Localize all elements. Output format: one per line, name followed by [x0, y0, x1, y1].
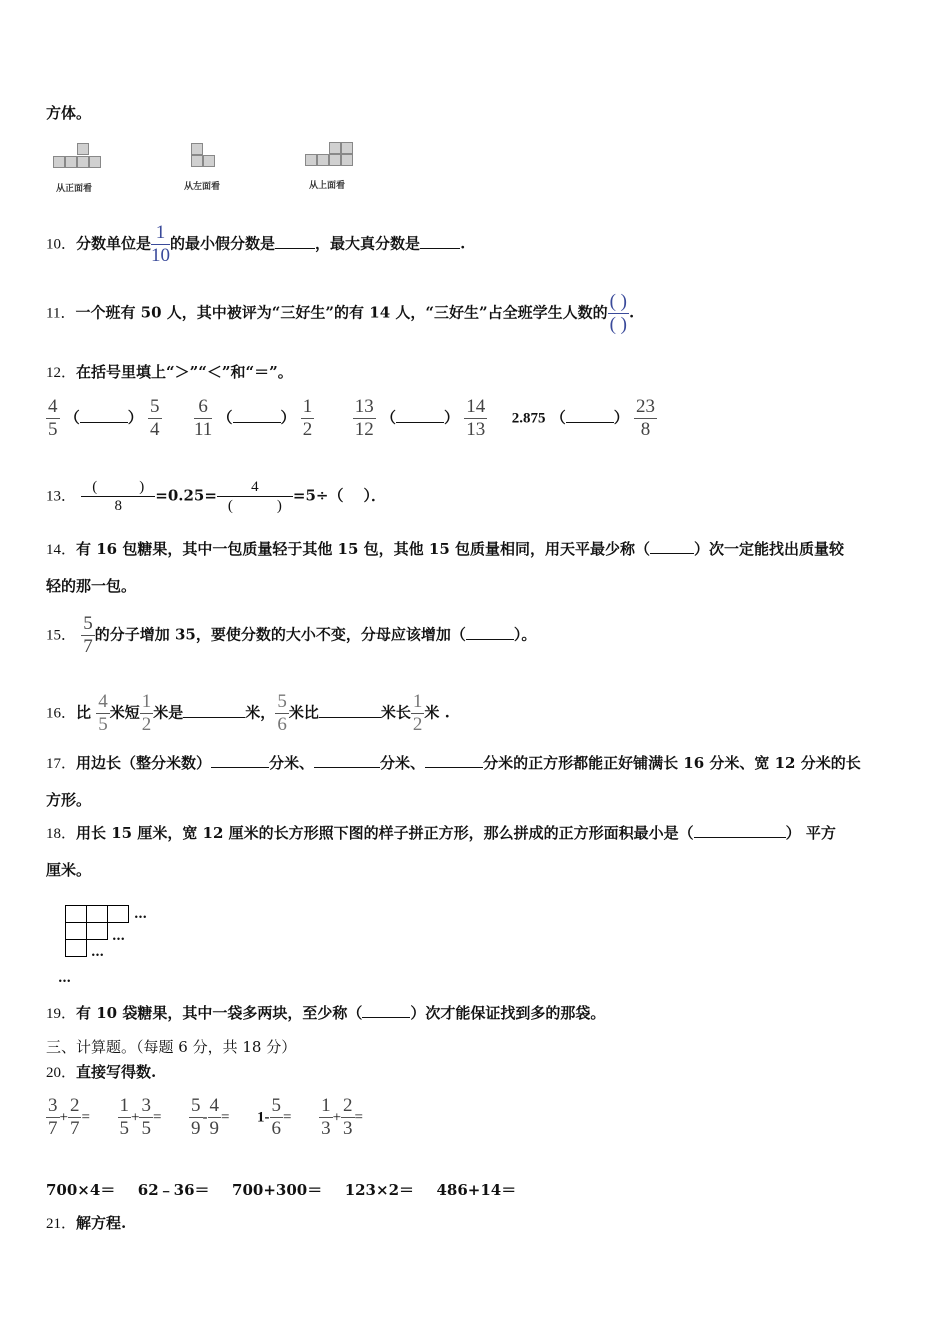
q9-tail: 方体。 [46, 104, 92, 122]
q11-text: 一个班有 50 人，其中被评为“三好生”的有 14 人，“三好生”占全班学生人数的 [75, 303, 608, 322]
question-21: 21．解方程. [46, 1214, 127, 1232]
q20-e5-b: $\frac{2}{3}$ [343, 1095, 353, 1139]
q20-calc-3: 700+300＝ [232, 1181, 323, 1199]
question-12 [46, 362, 293, 383]
q15-text: 的分子增加 35，要使分数的大小不变，分母应该增加（ [94, 625, 466, 644]
q20-e1-a: $\frac{3}{7}$ [48, 1095, 58, 1139]
q20-number: 20． [46, 1065, 77, 1081]
question-17-line2: 方形。 [46, 791, 92, 809]
question-18-line2: 厘米。 [46, 861, 92, 879]
question-11 [46, 291, 634, 336]
front-view-figure [50, 140, 110, 194]
q20-e4-b: $\frac{5}{6}$ [271, 1095, 282, 1139]
q13-number: 13． [46, 488, 77, 505]
q20-e3-a: $\frac{5}{9}$ [191, 1095, 201, 1139]
q13-fraction-2[interactable]: 4 ( ) [217, 478, 293, 515]
q18-number: 18． [46, 826, 77, 842]
q15-end: ）。 [513, 625, 537, 644]
question-17-line1: 17．用边长（整分米数） 分米、 分米、 分米的正方形都能正好铺满长 16 分米、宽 12 分米的长 [46, 754, 861, 772]
q15-fraction: $\frac{5}{7}$ [83, 613, 93, 657]
q20-integer-row [46, 1180, 516, 1200]
dots-2: … [112, 929, 125, 944]
question-14-line1 [46, 539, 844, 560]
q13-eq1: =0.25= [155, 486, 217, 505]
question-16: 16．比 $\frac{4}{5}$ 米短 $\frac{1}{2}$ 米是 米， $\frac{5}{6}$ 米比 米长 $\frac{1}{2}$ 米 . [46, 691, 450, 735]
q16-frac-2: $\frac{1}{2}$ [141, 691, 152, 735]
q18-blank[interactable] [694, 837, 786, 838]
dots-3: … [91, 945, 104, 960]
q14-text-end: ）次一定能找出质量较 [693, 540, 844, 558]
q10-blank-1[interactable] [275, 248, 315, 249]
question-10 [46, 222, 465, 267]
q10-text-a: 分数单位是 [76, 234, 152, 253]
q14-number: 14． [46, 542, 77, 558]
q12-blank-1[interactable] [80, 422, 128, 423]
rectangle-tiling-figure [60, 905, 160, 990]
front-view-label: 从正面看 [56, 184, 93, 194]
q11-end: . [629, 303, 635, 322]
q20-fraction-row: $\frac{3}{7}$ + $\frac{2}{7}$ = $\frac{1}{5}$ + $\frac{3}{5}$ = $\frac{5}{9}$ - $\frac{4}{9}$ = 1- $\frac{5}{6}$ = $\frac{1}{3}$ + $\frac{2}{3}$ = [48, 1095, 363, 1139]
question-13 [46, 478, 386, 515]
q16-frac-1: $\frac{4}{5}$ [98, 691, 108, 735]
question-20: 20．直接写得数. [46, 1063, 157, 1081]
q16-number: 16． [46, 705, 77, 722]
q13-end: ）． [363, 486, 387, 505]
q17-blank-1[interactable] [211, 767, 269, 768]
q20-e3-b: $\frac{4}{9}$ [209, 1095, 219, 1139]
q12-text: 在括号里填上“＞”“＜”和“＝”。 [76, 363, 293, 381]
q10-text-c: ，最大真分数是 [315, 234, 421, 253]
q20-e2-b: $\frac{3}{5}$ [141, 1095, 151, 1139]
q16-frac-3: $\frac{5}{6}$ [277, 691, 287, 735]
q12-p4-b: $\frac{23}{8}$ [635, 396, 655, 440]
q17-number: 17． [46, 756, 77, 772]
q20-calc-1: 700×4＝ [46, 1181, 116, 1199]
q20-e5-a: $\frac{1}{3}$ [321, 1095, 331, 1139]
question-15 [46, 613, 536, 658]
q12-number: 12． [46, 365, 77, 381]
top-view-label: 从上面看 [309, 181, 346, 191]
q17-blank-2[interactable] [314, 767, 380, 768]
q11-blank-fraction[interactable]: ( ) ( ) [609, 291, 628, 335]
question-18-line1: 18．用长 15 厘米，宽 12 厘米的长方形照下图的样子拼正方形，那么拼成的正方形面积最小是（ ） 平方 [46, 824, 836, 842]
q20-e2-a: $\frac{1}{5}$ [119, 1095, 129, 1139]
q10-text-b: 的最小假分数是 [170, 234, 276, 253]
q12-comparisons: $\frac{4}{5}$ （ ） $\frac{5}{4}$ $\frac{6}{11}$ （ ） $\frac{1}{2}$ $\frac{13}{12}$ （ ） $\frac{14}{13}$ 2.875 （ ） $\frac{23}{8}$ [48, 396, 655, 440]
q12-p2-a: $\frac{6}{11}$ [193, 396, 213, 440]
dots-4: … [58, 971, 71, 986]
q20-e1-b: $\frac{2}{7}$ [69, 1095, 80, 1139]
q16-blank-1[interactable] [183, 717, 245, 718]
q10-number: 10． [46, 236, 77, 253]
q15-number: 15． [46, 627, 77, 644]
q12-blank-2[interactable] [233, 422, 281, 423]
question-14-line2: 轻的那一包。 [46, 577, 137, 595]
q17-blank-3[interactable] [425, 767, 483, 768]
q10-text-d: . [460, 234, 466, 253]
q16-frac-4: $\frac{1}{2}$ [412, 691, 423, 735]
q12-p1-b: $\frac{5}{4}$ [150, 396, 160, 440]
q10-blank-2[interactable] [420, 248, 460, 249]
top-view-figure [303, 140, 363, 190]
q12-p4-a: 2.875 [511, 410, 546, 427]
q20-calc-2: 62﹣36＝ [137, 1181, 210, 1199]
q13-eq2: =5÷（ [292, 486, 344, 505]
q12-blank-4[interactable] [566, 422, 614, 423]
q10-fraction: $\frac{1}{10}$ [151, 222, 171, 266]
q11-number: 11． [46, 305, 76, 322]
q13-fraction-1[interactable]: ( ) 8 [81, 478, 155, 515]
q12-p1-a: $\frac{4}{5}$ [48, 396, 58, 440]
q16-blank-2[interactable] [319, 717, 381, 718]
section-3-title: 三、计算题。（每题 6 分，共 18 分） [46, 1038, 297, 1056]
q12-p3-b: $\frac{14}{13}$ [466, 396, 486, 440]
q12-blank-3[interactable] [396, 422, 444, 423]
q14-blank[interactable] [650, 553, 694, 554]
q14-text: 有 16 包糖果，其中一包质量轻于其他 15 包，其他 15 包质量相同，用天平最少称（ [76, 540, 650, 558]
dots-1: … [134, 907, 147, 922]
left-view-label: 从左面看 [184, 182, 221, 192]
q19-blank[interactable] [362, 1017, 410, 1018]
question-19: 19．有 10 袋糖果，其中一袋多两块，至少称（ ）次才能保证找到多的那袋。 [46, 1004, 606, 1022]
q19-number: 19． [46, 1006, 77, 1022]
q12-p2-b: $\frac{1}{2}$ [302, 396, 313, 440]
left-view-figure [183, 140, 233, 190]
q21-number: 21． [46, 1216, 77, 1232]
q20-calc-5: 486+14＝ [436, 1181, 517, 1199]
q20-calc-4: 123×2＝ [344, 1181, 415, 1199]
q12-p3-a: $\frac{13}{12}$ [354, 396, 374, 440]
q15-blank[interactable] [466, 639, 514, 640]
